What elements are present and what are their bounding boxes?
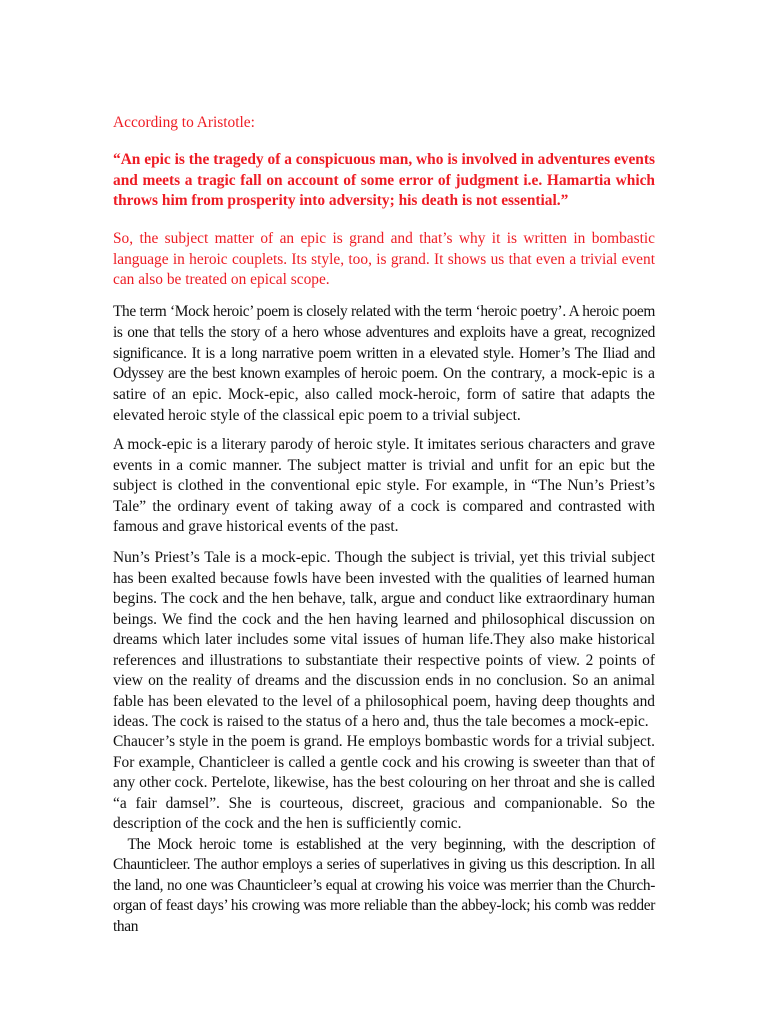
chaucer-style-paragraph: Chaucer’s style in the poem is grand. He employs bombastic words for a trivial subject. For example, Chanticleer is called a gentle cock and his crowing is sweeter than that of any other cock. Pertelote, likewise, has the best colouring on her throat and she is called “a fair damsel”. She is courteous, discreet, gracious and companionable. So the description of the cock and the hen is sufficiently comic.	[113, 733, 655, 832]
subject-matter-paragraph: So, the subject matter of an epic is grand and that’s why it is written in bombastic language in heroic couplets. Its style, too, is grand. It shows us that even a trivial event can also be treated on epical scope.	[113, 230, 655, 288]
chaucer-style-section	[113, 732, 658, 937]
mock-heroic-term-regular-text: On the contrary, a mock-epic is a satire of an epic. Mock-epic, also called mock-heroic, form of satire that adapts the elevated heroic style of the classical epic poem to a trivial subject.	[113, 365, 655, 424]
heading-aristotle: According to Aristotle:	[113, 114, 255, 131]
chaunticleer-description-paragraph: The Mock heroic tome is established at the very beginning, with the description of Chaunticleer. The author employs a series of superlatives in giving us this description. In all the land, no one was Chaunticleer’s equal at crowing his voice was merrier than the Church-organ of feast days’ his crowing was more reliable than the abbey-lock; his comb was redder than	[113, 835, 658, 935]
mock-heroic-term-paragraph	[113, 302, 655, 427]
mock-heroic-term-condensed-text: The term ‘Mock heroic’ poem is closely related with the term ‘heroic poetry’. A heroic poem is one that tells the story of a hero whose adventures and exploits have a great, recognized significance. It is a long narrative poem written in a elevated style. Homer’s The Iliad and Odyssey are the best known examples of heroic poem.	[113, 303, 655, 383]
aristotle-quote: “An epic is the tragedy of a conspicuous man, who is involved in adventures events and meets a tragic fall on account of some error of judgment i.e. Hamartia which throws him from prosperity into adversity; his death is not essential.”	[113, 151, 655, 209]
literary-parody-paragraph: A mock-epic is a literary parody of heroic style. It imitates serious characters and grave events in a comic manner. The subject matter is trivial and unfit for an epic but the subject is clothed in the conventional epic style. For example, in “The Nun’s Priest’s Tale” the ordinary event of taking away of a cock is compared and contrasted with famous and grave historical events of the past.	[113, 436, 655, 535]
nuns-priests-tale-paragraph: Nun’s Priest’s Tale is a mock-epic. Though the subject is trivial, yet this trivial subject has been exalted because fowls have been invested with the qualities of learned human begins. The cock and the hen behave, talk, argue and conduct like extraordinary human beings. We find the cock and the hen having learned and philosophical discussion on dreams which later includes some vital issues of human life.They also make historical references and illustrations to substantiate their respective points of view. 2 points of view on the reality of dreams and the discussion ends in no conclusion. So an animal fable has been elevated to the level of a philosophical poem, having deep thoughts and ideas. The cock is raised to the status of a hero and, thus the tale becomes a mock-epic.	[113, 549, 655, 730]
